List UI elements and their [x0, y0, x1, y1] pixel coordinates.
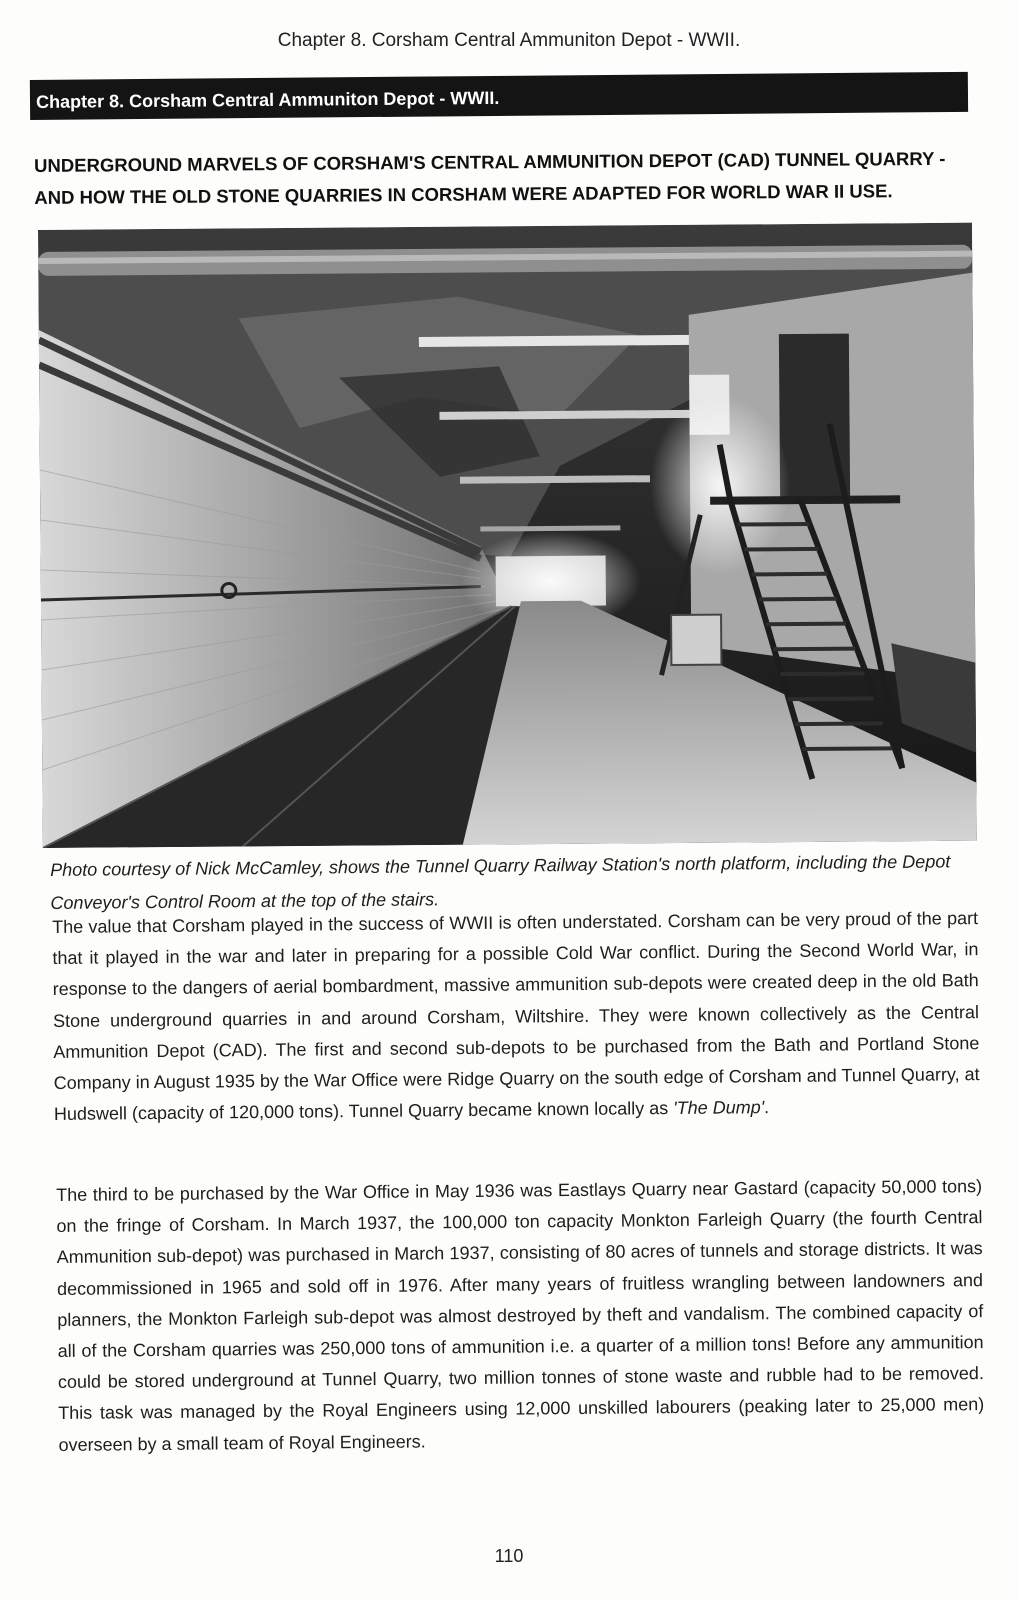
pallet — [671, 615, 721, 665]
stair-landing — [710, 495, 900, 504]
paragraph-1-text: The value that Corsham played in the success of WWII is often understated. Corsham can be very proud of the part that it played in the war and later in preparing for a possible Cold War conflict. During the Second World War, in response to the dangers of aerial bombardment, massive ammunition sub-depots were created deep in the old Bath Stone underground quarries in and around Corsham, Wiltshire. They were known collectively as the Central Ammunition Depot (CAD). The first and second sub-depots to be purchased from the Bath and Portland Stone Company in August 1935 by the War Office were Ridge Quarry on the south edge of Corsham and Tunnel Quarry, at Hudswell (capacity of 120,000 tons). Tunnel Quarry became known locally as — [52, 908, 980, 1125]
tunnel-railway-station-photo — [38, 223, 977, 848]
headline-line-2: AND HOW THE OLD STONE QUARRIES IN CORSHAM WERE ADAPTED FOR WORLD WAR II USE. — [34, 180, 893, 208]
article-headline — [34, 143, 974, 214]
chapter-heading-bar: Chapter 8. Corsham Central Ammuniton Depot - WWII. — [30, 72, 968, 120]
paragraph-1-end: . — [764, 1097, 770, 1118]
running-header: Chapter 8. Corsham Central Ammuniton Depot - WWII. — [277, 30, 741, 51]
body-paragraph-2: The third to be purchased by the War Office in May 1936 was Eastlays Quarry near Gastard (capacity 50,000 tons) on the fringe of Corsham. In March 1937, the 100,000 ton capacity Monkton Farleigh Quarry (the fourth Central Ammunition sub-depot) was purchased in March 1937, consisting of 80 acres of tunnels and storage districts. It was decommissioned in 1965 and sold off in 1976. After many years of fruitless wrangling between landowners and planners, the Monkton Farleigh sub-depot was almost destroyed by theft and vandalism. The combined capacity of all of the Corsham quarries was 250,000 tons of ammunition i.e. a quarter of a million tons! Before any ammunition could be stored underground at Tunnel Quarry, two million tonnes of stone waste and rubble had to be removed. This task was managed by the Royal Engineers using 12,000 unskilled labourers (peaking later to 25,000 men) overseen by a small team of Royal Engineers. — [56, 1176, 985, 1455]
body-paragraph-1 — [52, 903, 980, 1130]
photo-caption: Photo courtesy of Nick McCamley, shows the Tunnel Quarry Railway Station's north platform, including the Depot Conveyor's Control Room at the top of the stairs. — [50, 851, 951, 913]
the-dump-nickname: 'The Dump' — [673, 1097, 765, 1119]
ceiling-beam — [460, 475, 650, 483]
headline-line-1: UNDERGROUND MARVELS OF CORSHAM'S CENTRAL AMMUNITION DEPOT (CAD) TUNNEL QUARRY - — [34, 147, 946, 176]
photo-illustration — [38, 223, 977, 848]
page-number: 110 — [494, 1546, 524, 1566]
